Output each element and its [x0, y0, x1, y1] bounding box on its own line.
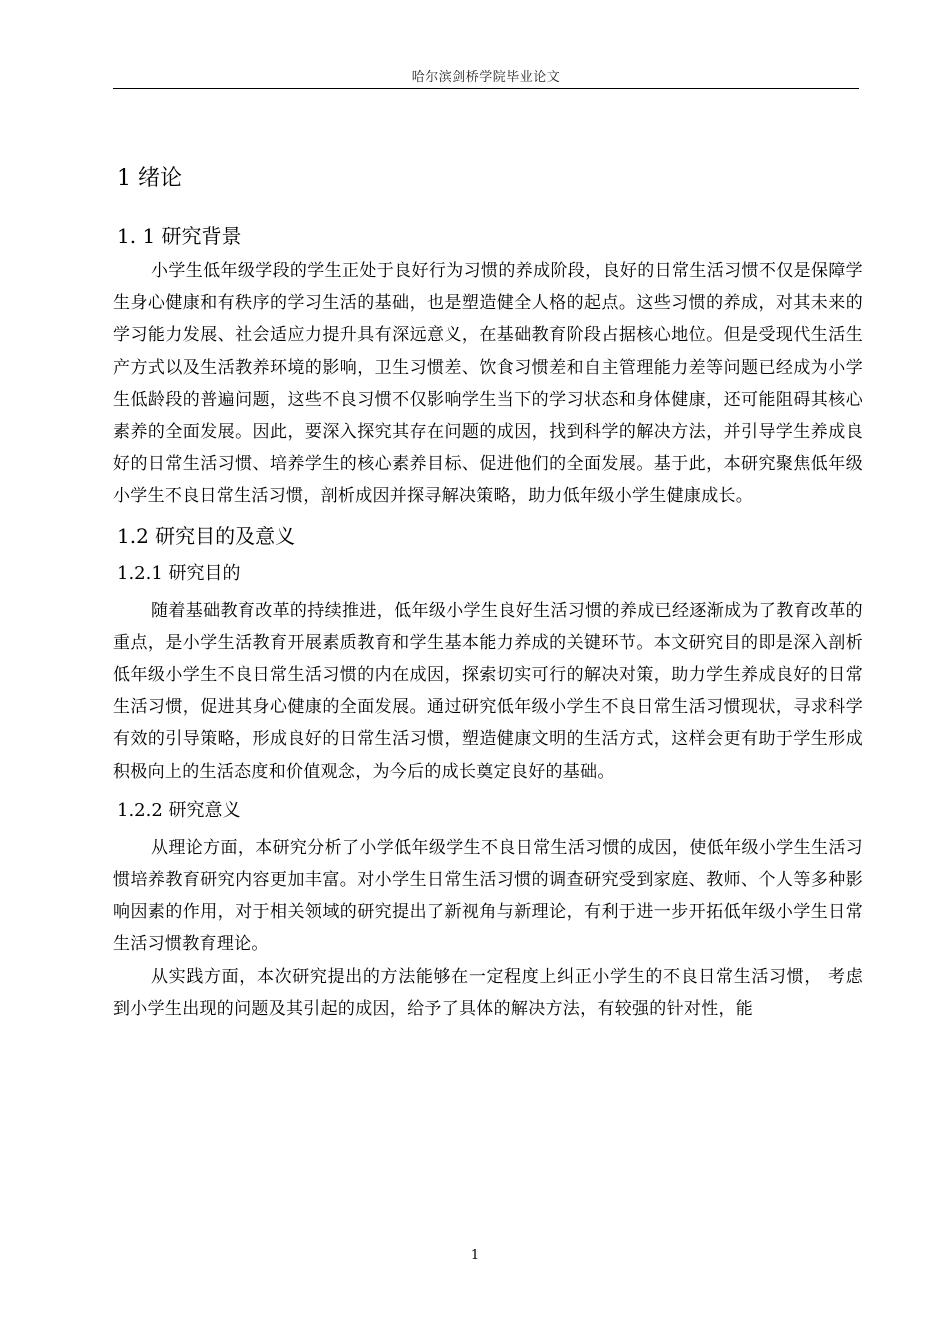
header-rule [113, 88, 859, 89]
significance-practice-paragraph: 从实践方面，本次研究提出的方法能够在一定程度上纠正小学生的不良日常生活习惯， 考虑到小学生出现的问题及其引起的成因，给予了具体的解决方法，有较强的针对性，能 [113, 966, 863, 1019]
page-number: 1 [470, 1248, 480, 1263]
chapter-title: 1 绪论 [117, 166, 182, 191]
subsection-heading-purpose: 1.2.1 研究目的 [117, 562, 241, 584]
purpose-paragraph: 随着基础教育改革的持续推进，低年级小学生良好生活习惯的养成已经逐渐成为了教育改革的重点，是小学生活教育开展素质教育和学生基本能力养成的关键环节。本文研究目的即是深入剖析低年级小学生不良日常生活习惯的内在成因，探索切实可行的解决对策，助力学生养成良好的日常生活习惯，促进其身心健康的全面发展。通过研究低年级小学生不良日常生活习惯现状，寻求科学有效的引导策略，形成良好的日常生活习惯，塑造健康文明的生活方式，这样会更有助于学生形成积极向上的生活态度和价值观念，为今后的成长奠定良好的基础。 [113, 600, 863, 782]
running-header: 哈尔滨剑桥学院毕业论文 [411, 70, 561, 85]
background-paragraph: 小学生低年级学段的学生正处于良好行为习惯的养成阶段，良好的日常生活习惯不仅是保障学生身心健康和有秩序的学习生活的基础，也是塑造健全人格的起点。这些习惯的养成，对其未来的学习能力发展、社会适应力提升具有深远意义，在基础教育阶段占据核心地位。但是受现代生活生产方式以及生活教养环境的影响，卫生习惯差、饮食习惯差和自主管理能力差等问题已经成为小学生低龄段的普遍问题，这些不良习惯不仅影响学生当下的学习状态和身体健康，还可能阻碍其核心素养的全面发展。因此，要深入探究其存在问题的成因，找到科学的解决方法，并引导学生养成良好的日常生活习惯、培养学生的核心素养目标、促进他们的全面发展。基于此，本研究聚焦低年级小学生不良日常生活习惯，剖析成因并探寻解决策略，助力低年级小学生健康成长。 [113, 261, 863, 507]
page-content [113, 155, 863, 1025]
section-heading-purpose-significance: 1.2 研究目的及意义 [117, 523, 296, 548]
significance-theory-paragraph: 从理论方面，本研究分析了小学低年级学生不良日常生活习惯的成因，使低年级小学生生活习惯培养教育研究内容更加丰富。对小学生日常生活习惯的调查研究受到家庭、教师、个人等多种影响因素的作用，对于相关领域的研究提出了新视角与新理论，有利于进一步开拓低年级小学生日常生活习惯教育理论。 [113, 837, 863, 955]
section-heading-background: 1. 1 研究背景 [117, 224, 242, 248]
subsection-heading-significance: 1.2.2 研究意义 [117, 799, 241, 821]
